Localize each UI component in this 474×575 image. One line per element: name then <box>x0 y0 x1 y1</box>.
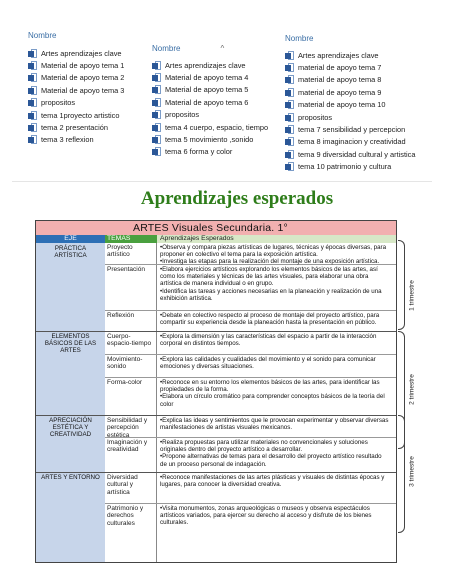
file-browser <box>0 0 434 180</box>
word-doc-icon <box>285 63 295 72</box>
file-item[interactable]: tema 6 forma y color <box>152 146 282 158</box>
column-header-nombre[interactable]: Nombre ^ <box>152 44 225 53</box>
word-doc-icon <box>28 86 38 95</box>
word-doc-icon <box>285 125 295 134</box>
file-column-2 <box>152 43 282 158</box>
word-doc-icon <box>285 162 295 171</box>
aprendizaje-cell: •Elabora ejercicios artísticos explorando los elementos básicos de las artes, así como los materiales y técnicas de las artes visuales, para elaborar una obra artística de manera individual o en grupo. •Identifica las tareas y acciones necesarias en la planeación y realización de una exhibición artística. <box>160 266 382 302</box>
header-aprendizajes: Aprendizajes Esperados <box>157 235 396 243</box>
file-item[interactable]: tema 1proyecto artistico <box>28 109 156 121</box>
trimester-label: 2 trimestre <box>408 374 416 405</box>
file-item[interactable]: tema 4 cuerpo, espacio, tiempo <box>152 121 282 133</box>
aprendizaje-cell: •Debate en colectivo respecto al proceso de montaje del proyecto artístico, para compartir su experiencia desde la planeación hasta la presentación en público. <box>160 312 380 327</box>
sort-caret-icon: ^ <box>220 44 225 53</box>
aprendizaje-cell: •Reconoce en su entorno los elementos básicos de las artes, para identificar las propiedades de la forma. •Elabora un círculo cromático para comprender conceptos básicos de la teoría del color <box>160 379 385 408</box>
word-doc-icon <box>152 110 162 119</box>
file-column-1 <box>28 30 156 146</box>
eje-practica-artistica: PRÁCTICA ARTÍSTICA <box>36 243 105 331</box>
word-doc-icon <box>285 137 295 146</box>
word-doc-icon <box>152 73 162 82</box>
file-item[interactable]: tema 2 presentación <box>28 121 156 133</box>
eje-elementos-basicos: ELEMENTOS BÁSICOS DE LAS ARTES <box>36 331 105 415</box>
file-item[interactable]: Material de apoyo tema 3 <box>28 84 156 96</box>
word-doc-icon <box>285 75 295 84</box>
file-column-3 <box>285 33 433 173</box>
aprendizaje-cell: •Explica las ideas y sentimientos que le provocan experimentar y observar diversas manifestaciones de artistas visuales mexicanos. <box>160 417 389 432</box>
file-item[interactable]: Material de apoyo tema 4 <box>152 71 282 83</box>
word-doc-icon <box>28 61 38 70</box>
column-header-nombre[interactable]: Nombre <box>28 31 57 40</box>
tema-cell: Diversidad cultural y artística <box>105 473 157 503</box>
eje-artes-y-entorno: ARTES Y ENTORNO <box>36 472 105 562</box>
word-doc-icon <box>28 135 38 144</box>
file-item[interactable]: propositos <box>285 111 433 123</box>
tema-cell: Proyecto artístico <box>105 243 157 264</box>
word-doc-icon <box>285 113 295 122</box>
word-doc-icon <box>28 111 38 120</box>
file-item[interactable]: tema 10 patrimonio y cultura <box>285 161 433 173</box>
aprendizaje-cell: •Observa y compara piezas artísticas de lugares, técnicas y épocas diversas, para proponer en colectivo el tema para la exposición artística. •Investiga las etapas para la realización del montaje de una exposición artística. <box>160 244 387 266</box>
header-eje: EJE <box>36 235 105 243</box>
file-item[interactable]: Artes aprendizajes clave <box>285 49 433 61</box>
table-title: ARTES Visuales Secundaria. 1° <box>133 222 288 234</box>
trimester-brace <box>398 415 405 533</box>
word-doc-icon <box>152 123 162 132</box>
file-item[interactable]: propositos <box>152 109 282 121</box>
file-item[interactable]: Artes aprendizajes clave <box>152 59 282 71</box>
word-doc-icon <box>285 150 295 159</box>
word-doc-icon <box>285 51 295 60</box>
word-doc-icon <box>152 147 162 156</box>
trimester-label: 1 trimestre <box>408 280 416 311</box>
file-item[interactable]: tema 9 diversidad cultural y artistica <box>285 148 433 160</box>
word-doc-icon <box>152 85 162 94</box>
word-doc-icon <box>152 98 162 107</box>
word-doc-icon <box>152 61 162 70</box>
file-item[interactable]: material de apoyo tema 8 <box>285 74 433 86</box>
aprendizaje-cell: •Explora las calidades y cualidades del movimiento y el sonido para comunicar emociones y diversas situaciones. <box>160 356 376 371</box>
file-item[interactable]: propositos <box>28 97 156 109</box>
aprendizaje-cell: •Visita monumentos, zonas arqueológicas o museos y observa espectáculos artísticos variados, para ejercer su derecho al acceso y disfrute de los bienes culturales. <box>160 505 372 527</box>
tema-cell: Presentación <box>105 265 157 310</box>
column-header-nombre[interactable]: Nombre <box>285 34 314 43</box>
word-doc-icon <box>285 100 295 109</box>
tema-cell: Patrimonio y derechos culturales <box>105 504 157 562</box>
file-item[interactable]: material de apoyo tema 9 <box>285 86 433 98</box>
tema-cell: Imaginación y creatividad <box>105 438 157 472</box>
header-temas: TEMAS <box>105 235 157 243</box>
file-item[interactable]: tema 5 movimiento ,sonido <box>152 133 282 145</box>
trimester-brace <box>398 240 405 330</box>
file-item[interactable]: Material de apoyo tema 6 <box>152 96 282 108</box>
word-doc-icon <box>152 135 162 144</box>
file-item[interactable]: tema 8 imaginacion y creatividad <box>285 136 433 148</box>
file-item[interactable]: tema 7 sensibilidad y percepcion <box>285 123 433 135</box>
tema-cell: Reflexión <box>105 311 157 331</box>
file-item[interactable]: material de apoyo tema 10 <box>285 99 433 111</box>
page-heading: Aprendizajes esperados <box>140 188 334 209</box>
word-doc-icon <box>285 88 295 97</box>
learning-table <box>35 220 397 563</box>
word-doc-icon <box>28 98 38 107</box>
file-item[interactable]: Material de apoyo tema 5 <box>152 84 282 96</box>
word-doc-icon <box>28 73 38 82</box>
tema-cell: Movimiento-sonido <box>105 355 157 377</box>
tema-cell: Forma-color <box>105 378 157 415</box>
tema-cell: Cuerpo-espacio-tiempo <box>105 332 157 354</box>
file-item[interactable]: material de apoyo tema 7 <box>285 61 433 73</box>
aprendizaje-cell: •Realiza propuestas para utilizar materiales no convencionales y soluciones originales dentro del proyecto artístico a desarrollar. •Propone alternativas de temas para el desarrollo del proyecto artístico resultado de un proceso personal de indagación. <box>160 439 382 468</box>
aprendizaje-cell: •Explora la dimensión y las características del espacio a partir de la interacción corporal en distintos tiempos. <box>160 333 377 348</box>
aprendizaje-cell: •Reconoce manifestaciones de las artes plásticas y visuales de distintas épocas y lugares, para conocer la diversidad creativa. <box>160 474 385 489</box>
trimester-label: 3 trimestre <box>408 456 416 487</box>
eje-apreciacion-estetica: APRECIACIÓN ESTÉTICA Y CREATIVIDAD <box>36 415 105 472</box>
file-item[interactable]: Artes aprendizajes clave <box>28 47 156 59</box>
file-item[interactable]: Material de apoyo tema 2 <box>28 72 156 84</box>
word-doc-icon <box>28 123 38 132</box>
tema-cell: Sensibilidad y percepción estética <box>105 416 157 437</box>
file-item[interactable]: tema 3 reflexion <box>28 134 156 146</box>
divider <box>12 181 432 182</box>
word-doc-icon <box>28 49 38 58</box>
file-item[interactable]: Material de apoyo tema 1 <box>28 59 156 71</box>
